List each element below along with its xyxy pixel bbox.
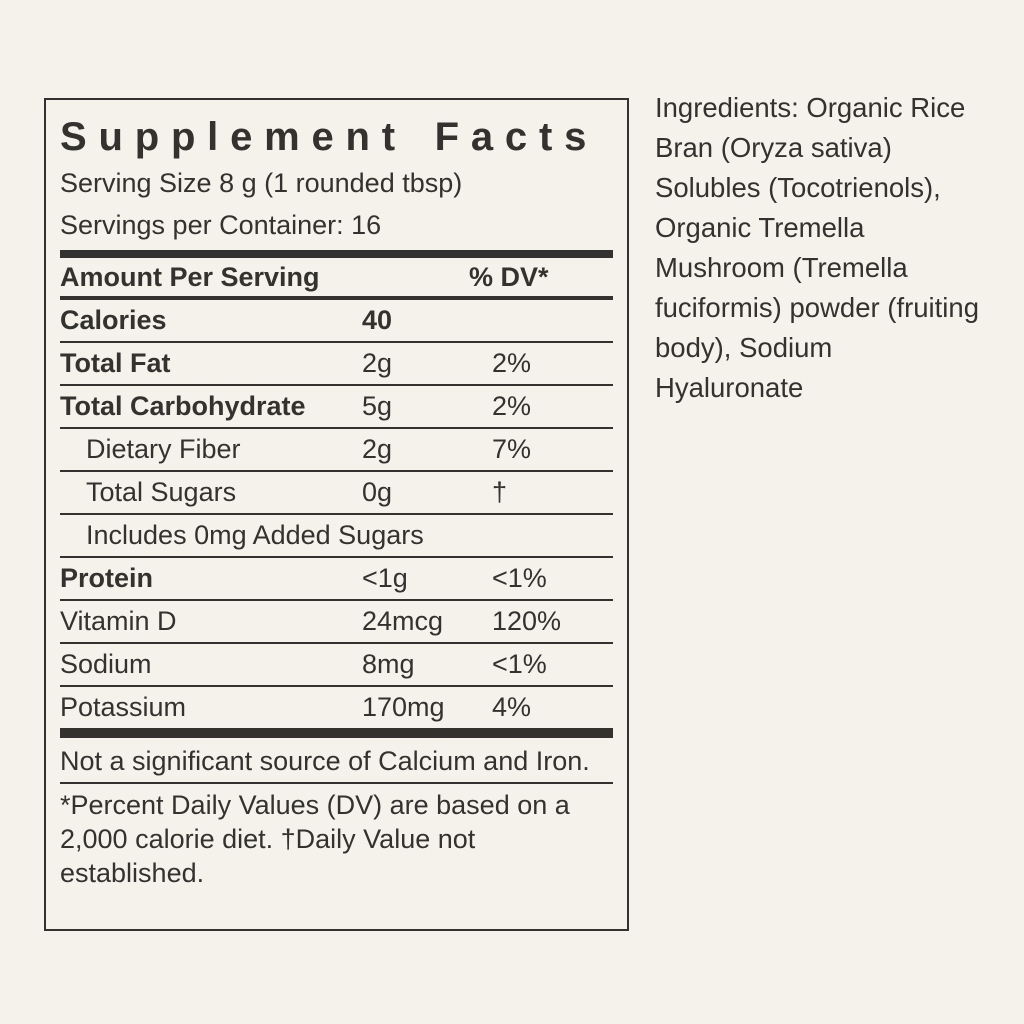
nutrient-name: Protein [60, 563, 154, 593]
nutrient-name: Total Sugars [86, 477, 237, 507]
nutrient-row-total-sugars [60, 470, 613, 513]
nutrient-name: Potassium [60, 692, 187, 722]
supplement-facts-panel [44, 98, 629, 931]
thick-rule-bottom [60, 728, 613, 738]
nutrient-row-total-carbohydrate [60, 384, 613, 427]
nutrient-row-total-fat [60, 341, 613, 384]
nutrient-row-potassium [60, 685, 613, 728]
nutrient-dv: 2% [492, 391, 532, 421]
nutrient-row-added-sugars [60, 513, 613, 556]
nutrient-row-sodium [60, 642, 613, 685]
nutrient-dv: † [492, 477, 508, 507]
nutrient-amount: 8mg [362, 649, 415, 679]
nutrient-name: Total Carbohydrate [60, 391, 306, 421]
nutrient-name: Total Fat [60, 348, 171, 378]
nutrient-name: Includes 0mg Added Sugars [86, 520, 424, 550]
nutrient-row-vitamin-d [60, 599, 613, 642]
nutrient-dv: 120% [492, 606, 562, 636]
supplement-facts-title: Supplement Facts [60, 115, 599, 159]
nutrient-amount: 40 [362, 305, 393, 335]
nutrient-dv: <1% [492, 563, 547, 593]
footnote-not-significant: Not a significant source of Calcium and Iron. [60, 746, 590, 776]
serving-size-line: Serving Size 8 g (1 rounded tbsp) [60, 168, 463, 198]
nutrient-row-protein [60, 556, 613, 599]
footnote-daily-values: *Percent Daily Values (DV) are based on a 2,000 calorie diet. †Daily Value not established. [60, 790, 570, 888]
nutrient-amount: 24mcg [362, 606, 444, 636]
ingredients-text: Ingredients: Organic Rice Bran (Oryza sativa) Solubles (Tocotrienols), Organic Tremella Mushroom (Tremella fuciformis) powder (fruiting body), Sodium Hyaluronate [655, 92, 979, 403]
amount-per-serving-header: Amount Per Serving [60, 261, 320, 292]
nutrient-name: Vitamin D [60, 606, 177, 636]
nutrient-dv: 4% [492, 692, 532, 722]
nutrient-name: Dietary Fiber [86, 434, 241, 464]
nutrient-rows [60, 300, 613, 728]
servings-per-container-line: Servings per Container: 16 [60, 210, 382, 240]
nutrient-amount: 170mg [362, 692, 445, 722]
nutrient-dv: 2% [492, 348, 532, 378]
nutrient-dv: <1% [492, 649, 547, 679]
nutrient-amount: 2g [362, 348, 393, 378]
nutrient-amount: <1g [362, 563, 408, 593]
thick-rule-top [60, 250, 613, 258]
nutrient-dv: 7% [492, 434, 532, 464]
nutrient-name: Calories [60, 305, 167, 335]
percent-dv-header: % DV* [469, 261, 549, 292]
column-header-row [60, 258, 613, 296]
nutrient-amount: 5g [362, 391, 393, 421]
nutrient-row-dietary-fiber [60, 427, 613, 470]
nutrient-name: Sodium [60, 649, 152, 679]
nutrient-amount: 0g [362, 477, 393, 507]
nutrient-row-calories [60, 300, 613, 341]
nutrient-amount: 2g [362, 434, 393, 464]
